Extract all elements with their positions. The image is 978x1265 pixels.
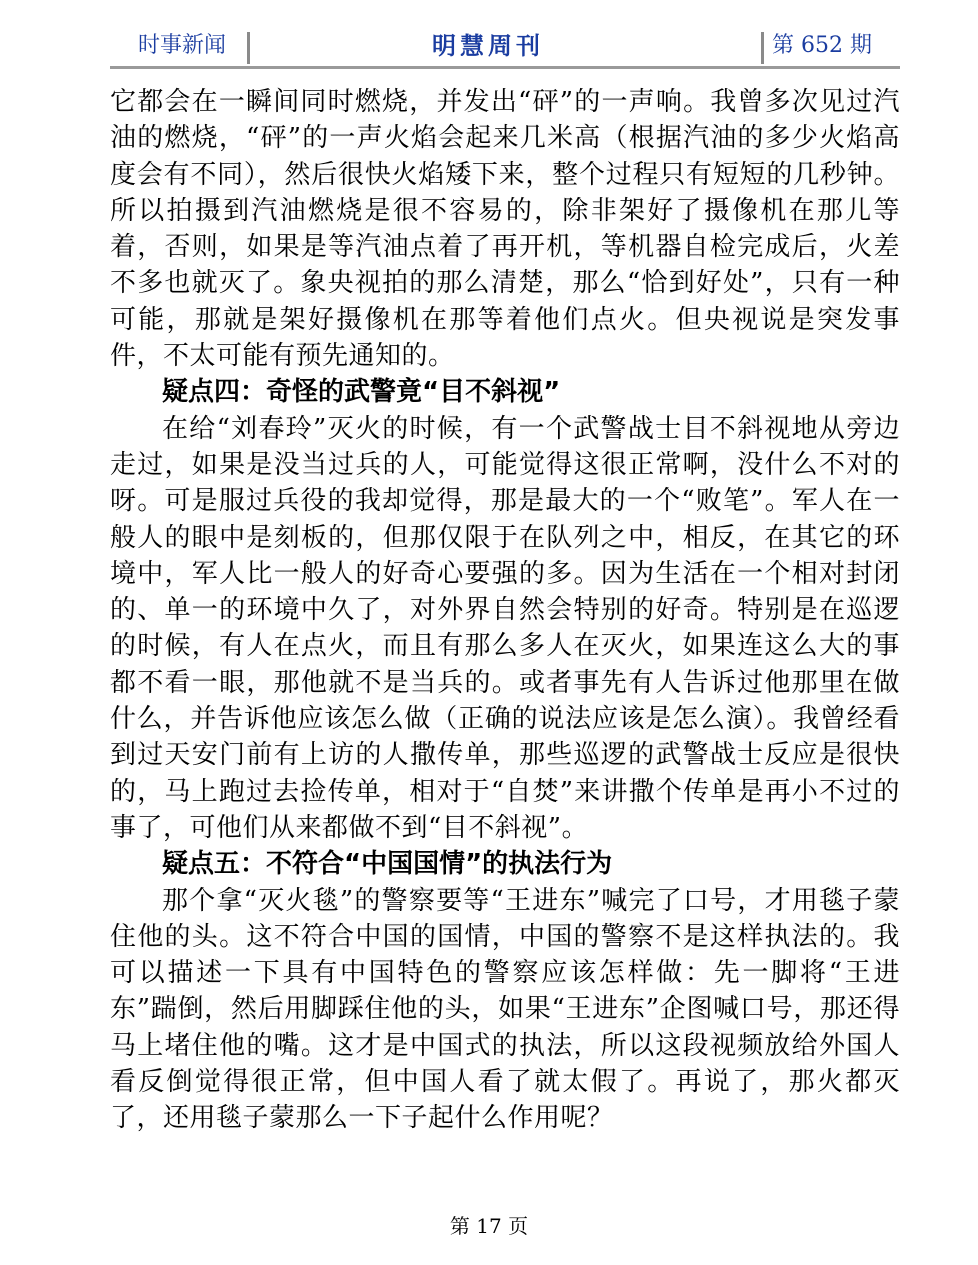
header-divider bbox=[761, 32, 764, 64]
paragraph: 它都会在一瞬间同时燃烧，并发出“砰”的一声响。我曾多次见过汽油的燃烧，“砰”的一声火焰会起来几米高（根据汽油的多少火焰高度会有不同），然后很快火焰矮下来，整个过程只有短短的几秒钟。所以拍摄到汽油燃烧是很不容易的，除非架好了摄像机在那儿等着，否则，如果是等汽油点着了再开机，等机器自检完成后，火差不多也就灭了。象央视拍的那么清楚，那么“恰到好处”，只有一种可能，那就是架好摄像机在那等着他们点火。但央视说是突发事件，不太可能有预先通知的。 bbox=[110, 87, 900, 372]
page-number: 第 17 页 bbox=[449, 1214, 529, 1238]
paragraph: 在给“刘春玲”灭火的时候，有一个武警战士目不斜视地从旁边走过，如果是没当过兵的人，可能觉得这很正常啊，没什么不对的呀。可是服过兵役的我却觉得，那是最大的一个“败笔”。军人在一般人的眼中是刻板的，但那仅限于在队列之中，相反，在其它的环境中，军人比一般人的好奇心要强的多。因为生活在一个相对封闭的、单一的环境中久了，对外界自然会特别的好奇。特别是在巡逻的时候，有人在点火，而且有那么多人在灭火，如果连这么大的事都不看一眼，那他就不是当兵的。或者事先有人告诉过他那里在做什么，并告诉他应该怎么做（正确的说法应该是怎么演）。我曾经看到过天安门前有上访的人撒传单，那些巡逻的武警战士反应是很快的，马上跑过去捡传单，相对于“自焚”来讲撒个传单是再小不过的事了，可他们从来都做不到“目不斜视”。 bbox=[110, 413, 900, 843]
section-label: 时事新闻 bbox=[138, 33, 227, 58]
page-header bbox=[110, 26, 900, 66]
header-rule bbox=[110, 66, 900, 69]
publication-title: 明慧周刊 bbox=[432, 32, 544, 60]
issue-number: 第 652 期 bbox=[772, 33, 872, 58]
paragraph: 那个拿“灭火毯”的警察要等“王进东”喊完了口号，才用毯子蒙住他的头。这不符合中国的国情，中国的警察不是这样执法的。我可以描述一下具有中国特色的警察应该怎样做：先一脚将“王进东”踹倒，然后用脚踩住他的头，如果“王进东”企图喊口号，那还得马上堵住他的嘴。这才是中国式的执法，所以这段视频放给外国人看反倒觉得很正常，但中国人看了就太假了。再说了，那火都灭了，还用毯子蒙那么一下子起什么作用呢？ bbox=[110, 885, 900, 1134]
section-heading: 疑点五：不符合“中国国情”的执法行为 bbox=[162, 849, 613, 880]
section-heading: 疑点四：奇怪的武警竟“目不斜视” bbox=[162, 377, 561, 408]
header-divider bbox=[247, 32, 250, 64]
article-body bbox=[110, 84, 900, 1137]
